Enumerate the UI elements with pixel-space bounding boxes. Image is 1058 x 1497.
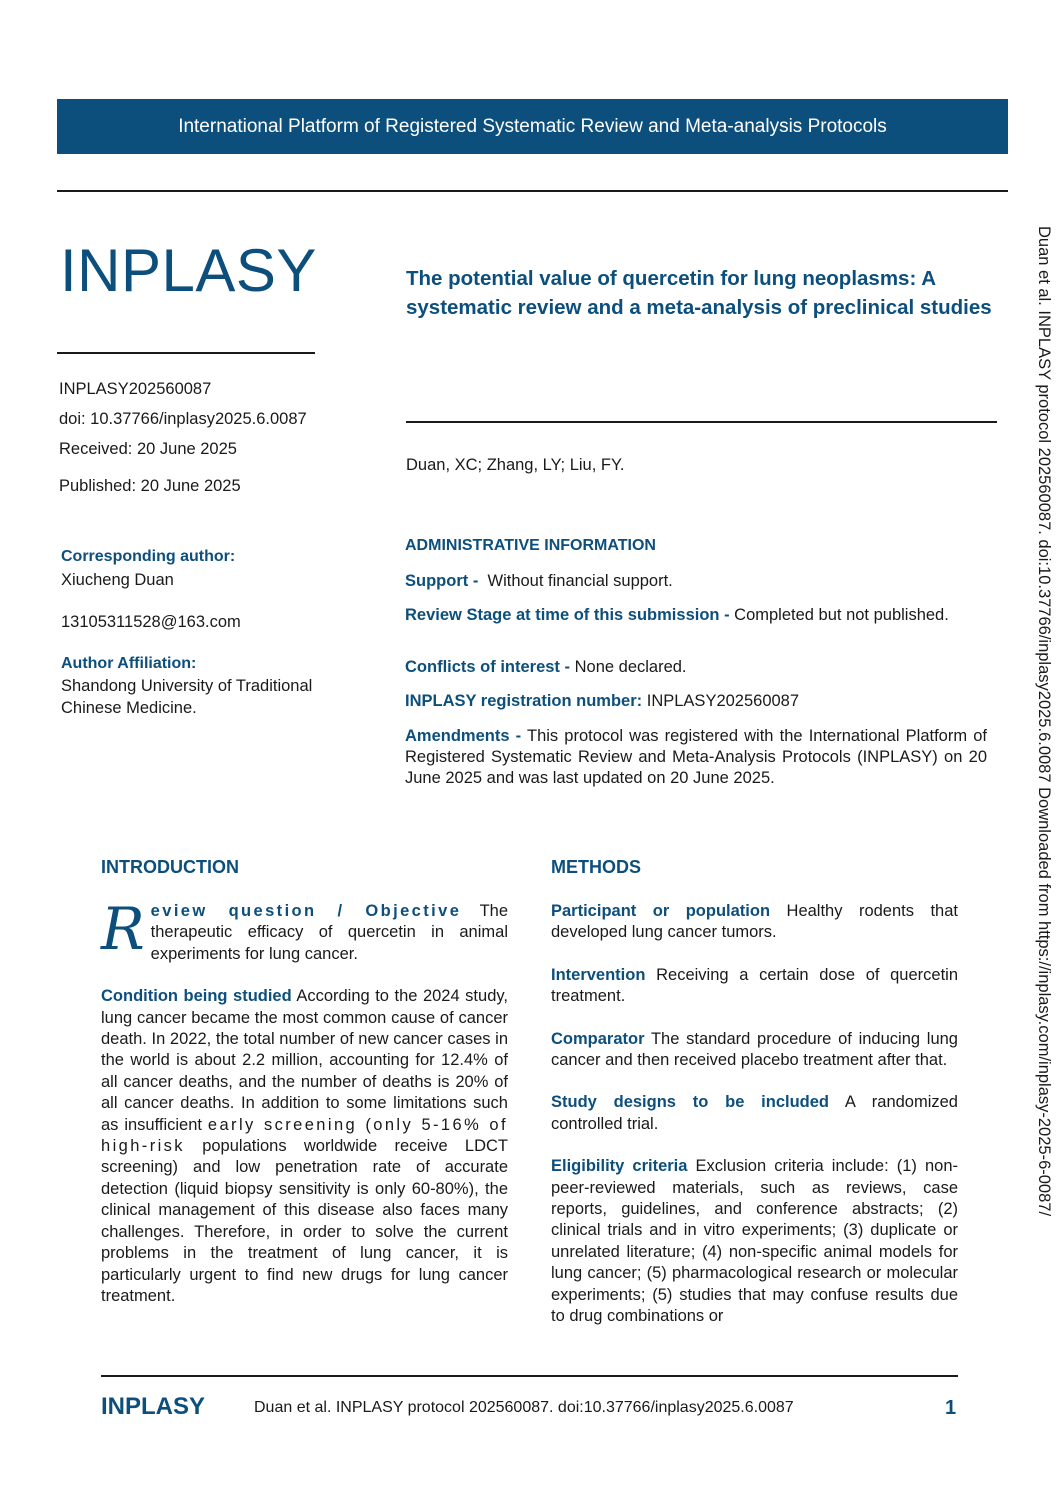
dropcap-letter: R	[101, 895, 145, 963]
condition-label: Condition being studied	[101, 987, 292, 1006]
doi-line: doi: 10.37766/inplasy2025.6.0087	[59, 410, 307, 428]
affiliation-text: Shandong University of Traditional Chinese Medicine.	[61, 677, 313, 717]
page-number: 1	[945, 1397, 957, 1419]
review-question-paragraph	[101, 895, 508, 965]
introduction-heading: INTRODUCTION	[101, 857, 239, 877]
author-list: Duan, XC; Zhang, LY; Liu, FY.	[406, 456, 625, 474]
stage-text: Completed but not published.	[734, 606, 949, 624]
corresponding-author-label: Corresponding author:	[61, 548, 236, 565]
admin-heading: ADMINISTRATIVE INFORMATION	[405, 537, 656, 554]
intervention-paragraph	[551, 965, 958, 1008]
admin-regnum	[405, 691, 987, 712]
designs-paragraph	[551, 1092, 958, 1135]
amendments-text: This protocol was registered with the International Platform of Registered Systematic Review and Meta-Analysis Protocols (INPLASY) on 20 June 2025 and was last updated on 20 June 2025.	[405, 727, 987, 787]
conflicts-text: None declared.	[574, 658, 687, 676]
regnum-text: INPLASY202560087	[646, 692, 800, 710]
participant-label: Participant or population	[551, 902, 771, 920]
designs-label: Study designs to be included	[551, 1093, 829, 1112]
participant-text: Healthy rodents that developed lung cancer tumors.	[551, 902, 958, 942]
brand-divider	[57, 352, 315, 354]
condition-paragraph	[101, 986, 508, 1307]
header-divider	[57, 190, 1008, 192]
comparator-label: Comparator	[551, 1029, 645, 1048]
methods-column	[551, 901, 958, 1349]
vertical-citation-note: Duan et al. INPLASY protocol 202560087. doi:10.37766/inplasy2025.6.0087 Downloaded from https://inplasy.com/inplasy-2025-6-0087/	[1035, 226, 1053, 1217]
amendments-label: Amendments -	[405, 727, 522, 745]
review-question-text: The therapeutic efficacy of quercetin in animal experiments for lung cancer.	[150, 902, 508, 963]
support-label: Support -	[405, 572, 479, 590]
title-divider	[406, 421, 997, 423]
footer-brand: INPLASY	[101, 1393, 206, 1420]
participant-paragraph	[551, 901, 958, 944]
comparator-paragraph	[551, 1029, 958, 1072]
conflicts-label: Conflicts of interest -	[405, 658, 571, 676]
admin-amendments	[405, 726, 987, 789]
admin-conflicts	[405, 657, 987, 678]
paper-title: The potential value of quercetin for lung neoplasms: A systematic review and a meta-analysis of preclinical studies	[406, 267, 992, 319]
support-text: Without financial support.	[487, 572, 673, 590]
stage-label: Review Stage at time of this submission -	[405, 606, 730, 624]
affiliation-label: Author Affiliation:	[61, 655, 197, 672]
eligibility-paragraph	[551, 1156, 958, 1327]
comparator-text: The standard procedure of inducing lung cancer and then received placebo treatment after that.	[551, 1029, 958, 1070]
condition-text-b: early screening (only 5-16% of high-risk	[101, 1115, 508, 1156]
platform-banner: International Platform of Registered Systematic Review and Meta-analysis Protocols	[57, 99, 1008, 154]
introduction-column	[101, 895, 508, 1328]
inplasy-logo-text: INPLASY	[60, 237, 317, 304]
footer-divider	[101, 1375, 958, 1377]
corresponding-author-name: Xiucheng Duan	[61, 571, 174, 589]
footer-citation: Duan et al. INPLASY protocol 202560087. doi:10.37766/inplasy2025.6.0087	[254, 1399, 794, 1416]
condition-text-a: According to the 2024 study, lung cancer became the most common cause of cancer death. In 2022, the total number of new cancer cases in the world is about 2.2 million, accounting for 12.4% of all cancer deaths, and the number of deaths is 20% of all cancer deaths. In addition to some limitations such as insufficient	[101, 987, 508, 1134]
eligibility-text: Exclusion criteria include: (1) non-peer-reviewed materials, such as reviews, case reports, guidelines, and conference abstracts; (2) clinical trials and in vitro experiments; (3) duplicate or unrelated literature; (4) non-specific animal models for lung cancer; (5) pharmacological research or molecular experiments; (5) studies that may confuse results due to drug combinations or	[551, 1157, 958, 1326]
review-question-label: eview question / Objective	[150, 902, 462, 920]
methods-heading: METHODS	[551, 857, 641, 877]
registration-id: INPLASY202560087	[59, 380, 212, 398]
condition-text-c: populations worldwide receive LDCT screening) and low penetration rate of accurate detection (liquid biopsy sensitivity is only 60-80%), the clinical management of this disease also faces many challenges. Therefore, in order to solve the current problems in the treatment of lung cancer, it is particularly urgent to find new drugs for lung cancer treatment.	[101, 1137, 508, 1305]
received-date: Received: 20 June 2025	[59, 440, 237, 458]
designs-text: A randomized controlled trial.	[551, 1093, 958, 1133]
published-date: Published: 20 June 2025	[59, 477, 241, 495]
regnum-label: INPLASY registration number:	[405, 692, 643, 710]
intervention-text: Receiving a certain dose of quercetin treatment.	[551, 965, 958, 1006]
author-email[interactable]: 13105311528@163.com	[61, 613, 241, 631]
eligibility-label: Eligibility criteria	[551, 1157, 688, 1176]
admin-stage	[405, 605, 987, 626]
intervention-label: Intervention	[551, 965, 646, 984]
admin-support	[405, 571, 987, 592]
